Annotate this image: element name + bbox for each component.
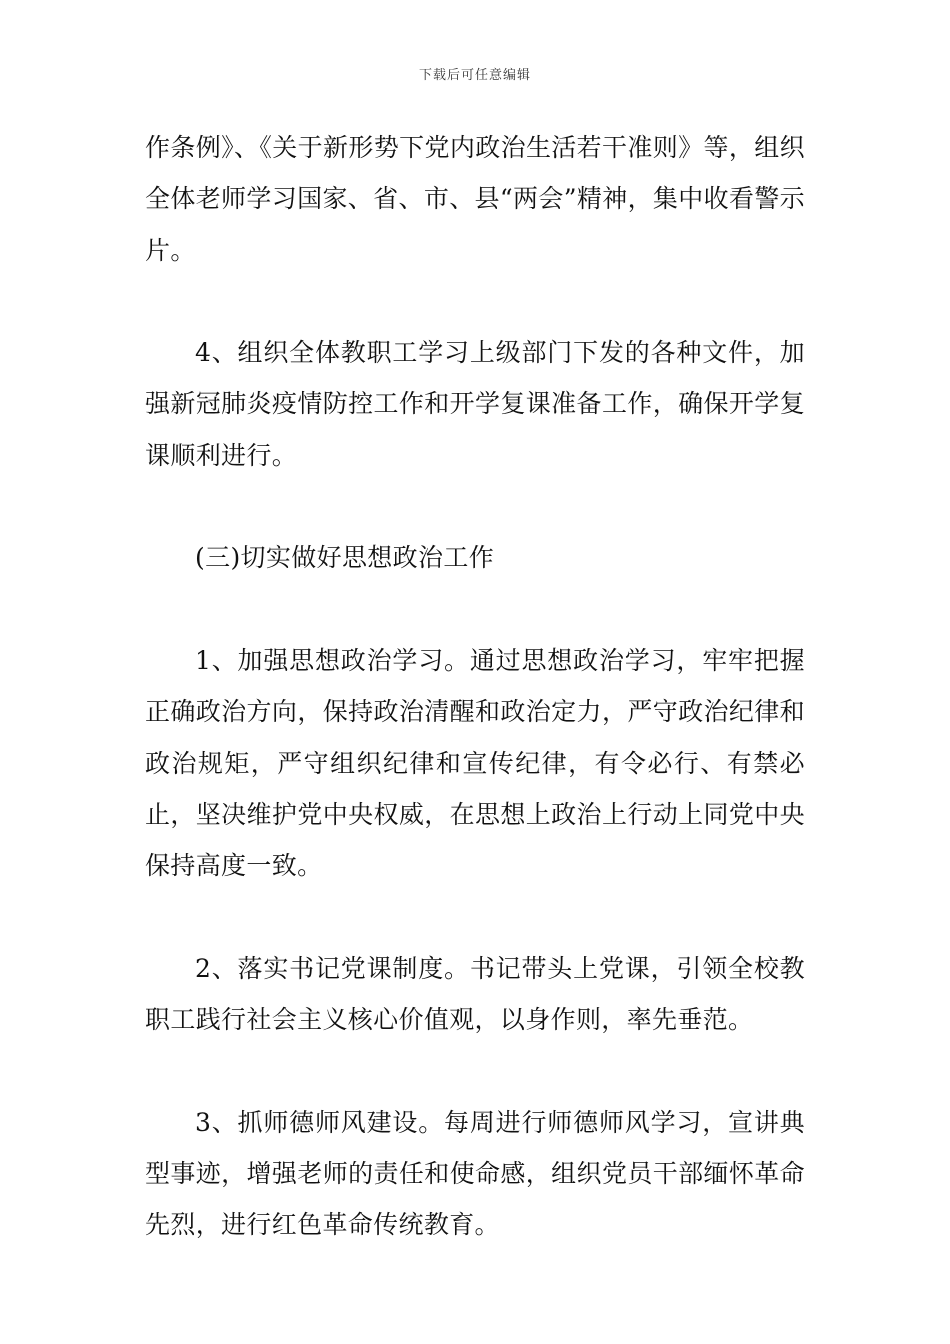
- paragraph-item-1: 1、加强思想政治学习。通过思想政治学习，牢牢把握正确政治方向，保持政治清醒和政治定力，严守政治纪律和政治规矩，严守组织纪律和宣传纪律，有令必行、有禁必止，坚决维护党中央权威，在思想上政治上行动上同党中央保持高度一致。: [145, 645, 805, 881]
- page-header-note: 下载后可任意编辑: [418, 68, 531, 83]
- paragraph-item-4: 4、组织全体教职工学习上级部门下发的各种文件，加强新冠肺炎疫情防控工作和开学复课准备工作，确保开学复课顺利进行。: [145, 338, 805, 470]
- paragraph-item-2: 2、落实书记党课制度。书记带头上党课，引领全校教职工践行社会主义核心价值观，以身作则，率先垂范。: [145, 953, 805, 1035]
- paragraph-item-3: 3、抓师德师风建设。每周进行师德师风学习，宣讲典型事迹，增强老师的责任和使命感，组织党员干部缅怀革命先烈，进行红色革命传统教育。: [145, 1107, 805, 1240]
- section-heading: (三)切实做好思想政治工作: [195, 543, 495, 573]
- paragraph-continuation: 作条例》、《关于新形势下党内政治生活若干准则》等，组织全体老师学习国家、省、市、县“两会”精神，集中收看警示片。: [145, 133, 806, 265]
- document-body: [145, 122, 805, 1251]
